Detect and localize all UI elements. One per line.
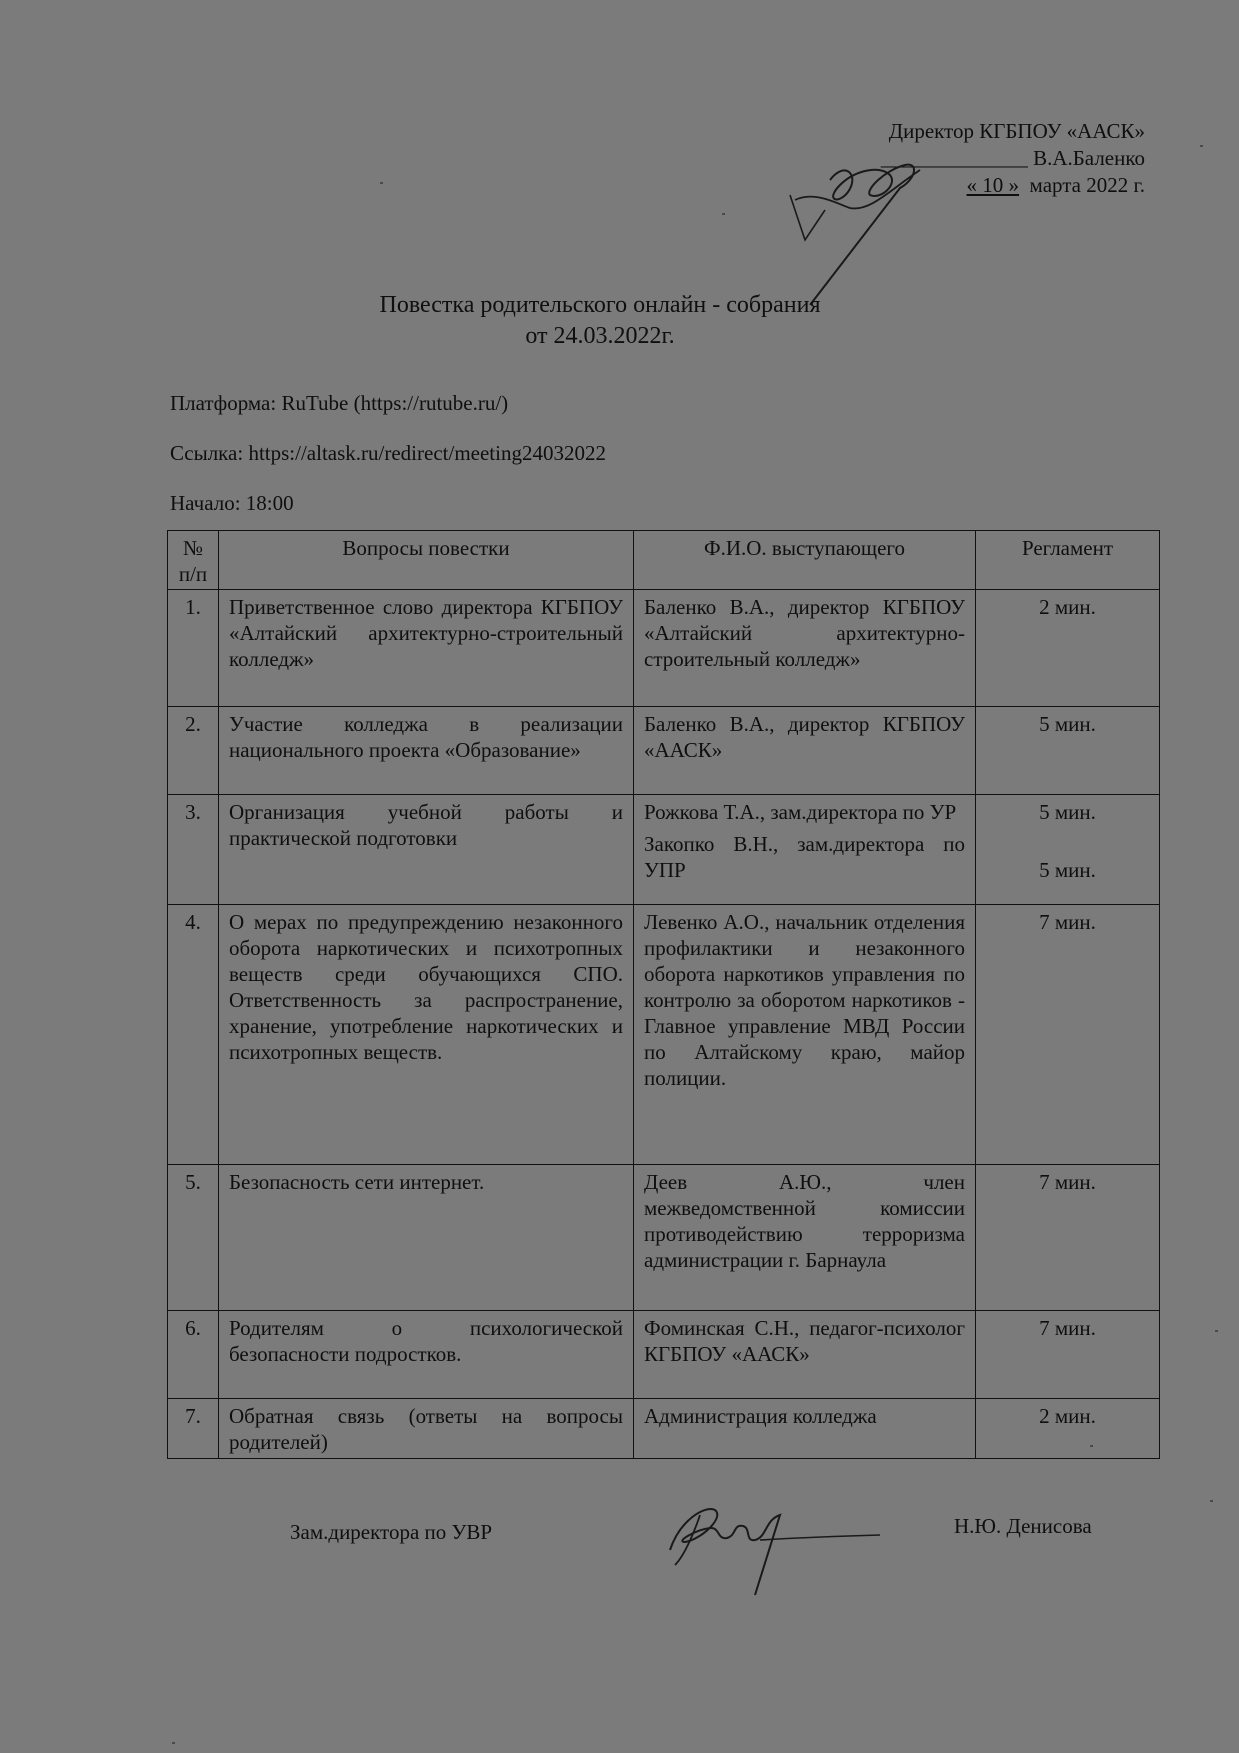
speaker-text: Левенко А.О., начальник отделения профилактики и незаконного оборота наркотиков управления по контролю за оборотом наркотиков - Главное управление МВД России по Алтайскому краю, майор полиции. — [644, 910, 965, 1090]
scan-speck — [172, 1742, 175, 1744]
row-time — [976, 795, 1160, 905]
approval-day: « 10 » — [966, 173, 1020, 197]
header-time: Регламент — [976, 531, 1160, 590]
footer-role: Зам.директора по УВР — [290, 1520, 493, 1544]
row-time — [976, 590, 1160, 707]
row-num: 2. — [168, 707, 219, 795]
time-text: 5 мин. — [1039, 858, 1096, 882]
speaker-text: Фоминская С.Н., педагог-психолог КГБПОУ «ААСК» — [644, 1316, 965, 1366]
row-time — [976, 1399, 1160, 1459]
speaker-text: Рожкова Т.А., зам.директора по УР — [644, 800, 957, 824]
row-issue: Приветственное слово директора КГБПОУ «Алтайский архитектурно-строительный колледж» — [219, 590, 634, 707]
row-num: 5. — [168, 1165, 219, 1311]
row-num: 1. — [168, 590, 219, 707]
approval-title: Директор КГБПОУ «ААСК» — [888, 119, 1145, 143]
speaker-text: Деев А.Ю., член межведомственной комиссии противодействию терроризма администрации г. Барнаула — [644, 1170, 965, 1272]
row-num: 4. — [168, 905, 219, 1165]
row-speaker — [634, 590, 976, 707]
table-row — [168, 1311, 1160, 1399]
row-speaker — [634, 707, 976, 795]
scan-speck — [1210, 1500, 1213, 1502]
document-title — [250, 290, 950, 352]
start-time-line: Начало: 18:00 — [170, 491, 294, 515]
link-line: Ссылка: https://altask.ru/redirect/meeting24032022 — [170, 441, 606, 465]
row-time — [976, 905, 1160, 1165]
time-text: 7 мин. — [1039, 1316, 1096, 1340]
row-speaker — [634, 905, 976, 1165]
time-text: 7 мин. — [1039, 1170, 1096, 1194]
row-time — [976, 1165, 1160, 1311]
approval-signatory: ______________ В.А.Баленко — [880, 146, 1145, 170]
table-header-row — [168, 531, 1160, 590]
approval-month-year: марта 2022 г. — [1029, 173, 1145, 197]
deputy-signature — [655, 1480, 895, 1600]
table-row — [168, 1399, 1160, 1459]
row-speaker — [634, 1399, 976, 1459]
row-issue: Безопасность сети интернет. — [219, 1165, 634, 1311]
row-issue: Родителям о психологической безопасности подростков. — [219, 1311, 634, 1399]
row-num: 6. — [168, 1311, 219, 1399]
row-issue: О мерах по предупреждению незаконного оборота наркотических и психотропных веществ среди обучающихся СПО. Ответственность за распространение, хранение, употребление наркотических и психотропных веществ. — [219, 905, 634, 1165]
table-row — [168, 707, 1160, 795]
speaker-text: Баленко В.А., директор КГБПОУ «ААСК» — [644, 712, 965, 762]
row-num: 7. — [168, 1399, 219, 1459]
row-speaker — [634, 1165, 976, 1311]
time-text: 2 мин. — [1039, 595, 1096, 619]
header-speaker: Ф.И.О. выступающего — [634, 531, 976, 590]
header-issue: Вопросы повестки — [219, 531, 634, 590]
row-issue: Обратная связь (ответы на вопросы родителей) — [219, 1399, 634, 1459]
scan-speck — [1200, 145, 1203, 147]
director-signature — [770, 130, 980, 305]
table-row — [168, 1165, 1160, 1311]
time-text: 5 мин. — [1039, 712, 1096, 736]
speaker-text: Баленко В.А., директор КГБПОУ «Алтайский архитектурно-строительный колледж» — [644, 595, 965, 671]
row-issue: Участие колледжа в реализации национального проекта «Образование» — [219, 707, 634, 795]
table-row — [168, 795, 1160, 905]
title-line-1: Повестка родительского онлайн - собрания — [379, 292, 821, 318]
time-text: 5 мин. — [1039, 800, 1096, 824]
row-issue: Организация учебной работы и практической подготовки — [219, 795, 634, 905]
row-speaker — [634, 795, 976, 905]
row-speaker — [634, 1311, 976, 1399]
agenda-table — [167, 530, 1160, 1459]
scan-speck — [722, 213, 725, 215]
title-line-2: от 24.03.2022г. — [525, 323, 675, 349]
speaker-text: Закопко В.Н., зам.директора по УПР — [644, 832, 965, 882]
scan-speck — [380, 182, 383, 184]
scan-speck — [1215, 1330, 1218, 1332]
row-num: 3. — [168, 795, 219, 905]
footer-name: Н.Ю. Денисова — [954, 1514, 1092, 1538]
platform-line: Платформа: RuTube (https://rutube.ru/) — [170, 391, 509, 415]
time-text: 2 мин. — [1039, 1404, 1096, 1428]
table-row — [168, 590, 1160, 707]
row-time — [976, 1311, 1160, 1399]
time-text: 7 мин. — [1039, 910, 1096, 934]
table-row — [168, 905, 1160, 1165]
speaker-text: Администрация колледжа — [644, 1404, 877, 1428]
row-time — [976, 707, 1160, 795]
header-num: № п/п — [168, 531, 219, 590]
